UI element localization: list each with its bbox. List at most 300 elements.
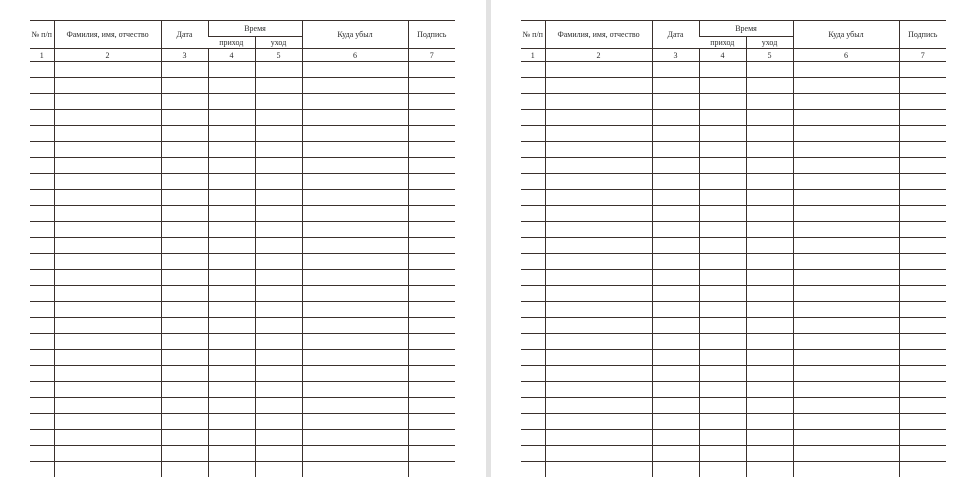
entry-cell <box>899 222 946 238</box>
entry-cell <box>208 126 255 142</box>
entry-cell <box>899 366 946 382</box>
entry-cell <box>899 190 946 206</box>
entry-cell <box>30 94 54 110</box>
entry-cell <box>54 238 161 254</box>
entry-cell <box>746 126 793 142</box>
entry-cell <box>793 398 899 414</box>
entry-cell <box>652 62 699 78</box>
column-number: 7 <box>408 49 455 62</box>
entry-cell <box>793 142 899 158</box>
entry-cell <box>652 462 699 477</box>
entry-cell <box>652 190 699 206</box>
header-arrival: приход <box>208 37 255 49</box>
entry-cell <box>302 62 408 78</box>
entry-cell <box>652 94 699 110</box>
entry-cell <box>521 334 545 350</box>
entry-row <box>30 462 455 477</box>
entry-cell <box>408 78 455 94</box>
entry-cell <box>161 318 208 334</box>
entry-cell <box>521 174 545 190</box>
entry-cell <box>699 206 746 222</box>
entry-cell <box>652 238 699 254</box>
entry-cell <box>746 318 793 334</box>
entry-cell <box>545 238 652 254</box>
entry-cell <box>899 398 946 414</box>
entry-cell <box>408 158 455 174</box>
entry-cell <box>746 462 793 477</box>
entry-cell <box>161 430 208 446</box>
entry-cell <box>521 254 545 270</box>
entry-cell <box>652 254 699 270</box>
entry-cell <box>54 126 161 142</box>
entry-cell <box>302 350 408 366</box>
entry-cell <box>521 110 545 126</box>
entry-cell <box>793 430 899 446</box>
entry-cell <box>746 158 793 174</box>
entry-row <box>30 238 455 254</box>
entry-cell <box>793 174 899 190</box>
entry-cell <box>545 350 652 366</box>
entry-cell <box>746 142 793 158</box>
entry-cell <box>408 318 455 334</box>
entry-cell <box>699 462 746 477</box>
entry-cell <box>545 414 652 430</box>
entry-cell <box>255 126 302 142</box>
entry-cell <box>30 126 54 142</box>
entry-cell <box>255 190 302 206</box>
entry-cell <box>302 238 408 254</box>
entry-cell <box>746 350 793 366</box>
entry-cell <box>408 126 455 142</box>
header-destination: Куда убыл <box>302 21 408 49</box>
column-number: 2 <box>54 49 161 62</box>
entry-cell <box>255 430 302 446</box>
entry-cell <box>208 190 255 206</box>
entry-cell <box>746 78 793 94</box>
entry-cell <box>255 286 302 302</box>
entry-cell <box>302 318 408 334</box>
entry-cell <box>699 94 746 110</box>
entry-cell <box>54 254 161 270</box>
entry-row <box>521 190 946 206</box>
entry-cell <box>208 270 255 286</box>
entry-cell <box>652 334 699 350</box>
entry-cell <box>545 318 652 334</box>
entry-cell <box>161 174 208 190</box>
entry-cell <box>30 462 54 477</box>
entry-cell <box>302 78 408 94</box>
entry-cell <box>161 382 208 398</box>
header-time: Время <box>699 21 793 37</box>
entry-cell <box>30 238 54 254</box>
entry-cell <box>545 142 652 158</box>
entry-cell <box>161 110 208 126</box>
entry-cell <box>652 270 699 286</box>
entry-cell <box>302 382 408 398</box>
entry-cell <box>545 366 652 382</box>
entry-cell <box>699 318 746 334</box>
entry-cell <box>699 126 746 142</box>
entry-cell <box>699 286 746 302</box>
entry-row <box>521 302 946 318</box>
entry-cell <box>161 238 208 254</box>
entry-cell <box>30 318 54 334</box>
entry-cell <box>161 158 208 174</box>
entry-cell <box>408 254 455 270</box>
entry-cell <box>899 78 946 94</box>
entry-row <box>521 142 946 158</box>
entry-cell <box>521 286 545 302</box>
entry-cell <box>408 190 455 206</box>
entry-row <box>30 126 455 142</box>
entry-row <box>521 382 946 398</box>
entry-cell <box>699 414 746 430</box>
entry-cell <box>699 446 746 462</box>
entry-cell <box>255 222 302 238</box>
entry-cell <box>255 366 302 382</box>
entry-row <box>521 254 946 270</box>
entry-cell <box>54 270 161 286</box>
entry-cell <box>408 446 455 462</box>
entry-cell <box>699 238 746 254</box>
entry-row <box>521 206 946 222</box>
entry-cell <box>30 270 54 286</box>
entry-cell <box>30 222 54 238</box>
header-signature: Подпись <box>899 21 946 49</box>
entry-cell <box>161 254 208 270</box>
entry-cell <box>408 302 455 318</box>
entry-cell <box>255 302 302 318</box>
entry-cell <box>793 350 899 366</box>
entry-cell <box>699 62 746 78</box>
entry-cell <box>302 334 408 350</box>
entry-cell <box>161 270 208 286</box>
entry-cell <box>545 174 652 190</box>
header-destination: Куда убыл <box>793 21 899 49</box>
entry-cell <box>208 62 255 78</box>
entry-row <box>521 318 946 334</box>
entry-cell <box>208 158 255 174</box>
entry-cell <box>652 126 699 142</box>
entry-cell <box>408 366 455 382</box>
entry-cell <box>746 110 793 126</box>
entry-cell <box>255 174 302 190</box>
entry-cell <box>54 302 161 318</box>
entry-cell <box>899 206 946 222</box>
entry-cell <box>521 270 545 286</box>
entry-row <box>521 430 946 446</box>
entry-cell <box>746 366 793 382</box>
entry-cell <box>545 190 652 206</box>
entry-cell <box>255 462 302 477</box>
entry-cell <box>793 270 899 286</box>
entry-cell <box>54 286 161 302</box>
entry-cell <box>746 286 793 302</box>
entry-row <box>30 190 455 206</box>
entry-row <box>521 94 946 110</box>
entry-row <box>30 158 455 174</box>
entry-cell <box>408 462 455 477</box>
entry-cell <box>408 62 455 78</box>
entry-cell <box>793 62 899 78</box>
entry-cell <box>899 126 946 142</box>
entry-cell <box>746 254 793 270</box>
entry-cell <box>793 334 899 350</box>
entry-cell <box>30 110 54 126</box>
entry-cell <box>54 334 161 350</box>
entry-row <box>521 222 946 238</box>
entry-cell <box>255 446 302 462</box>
entry-cell <box>255 158 302 174</box>
entry-cell <box>899 430 946 446</box>
entry-row <box>30 94 455 110</box>
entry-cell <box>255 78 302 94</box>
entry-cell <box>302 446 408 462</box>
entry-cell <box>302 366 408 382</box>
entry-cell <box>54 350 161 366</box>
entry-cell <box>161 94 208 110</box>
entry-cell <box>545 302 652 318</box>
entry-cell <box>208 302 255 318</box>
entry-cell <box>699 382 746 398</box>
entry-cell <box>521 222 545 238</box>
header-arrival: приход <box>699 37 746 49</box>
entry-cell <box>521 446 545 462</box>
entry-cell <box>652 302 699 318</box>
entry-cell <box>545 78 652 94</box>
entry-cell <box>54 94 161 110</box>
entry-cell <box>30 334 54 350</box>
entry-cell <box>545 462 652 477</box>
entry-cell <box>652 286 699 302</box>
column-number: 4 <box>208 49 255 62</box>
entry-cell <box>30 78 54 94</box>
entry-cell <box>255 334 302 350</box>
entry-cell <box>545 254 652 270</box>
entry-cell <box>54 78 161 94</box>
entry-cell <box>408 382 455 398</box>
entry-cell <box>302 270 408 286</box>
entry-cell <box>521 238 545 254</box>
entry-cell <box>899 318 946 334</box>
entry-cell <box>545 94 652 110</box>
entry-cell <box>30 302 54 318</box>
entry-cell <box>302 158 408 174</box>
entry-cell <box>899 302 946 318</box>
entry-cell <box>793 462 899 477</box>
entry-cell <box>255 254 302 270</box>
entry-cell <box>302 398 408 414</box>
entry-cell <box>161 190 208 206</box>
entry-cell <box>746 446 793 462</box>
entry-row <box>30 414 455 430</box>
entry-cell <box>302 414 408 430</box>
entry-cell <box>521 78 545 94</box>
entry-cell <box>793 94 899 110</box>
entry-cell <box>302 430 408 446</box>
entry-cell <box>302 302 408 318</box>
column-number: 1 <box>521 49 545 62</box>
entry-cell <box>54 190 161 206</box>
column-number: 1 <box>30 49 54 62</box>
entry-cell <box>793 302 899 318</box>
entry-cell <box>54 110 161 126</box>
right-page <box>491 0 977 477</box>
entry-cell <box>521 302 545 318</box>
entry-cell <box>54 430 161 446</box>
entry-cell <box>899 462 946 477</box>
entry-cell <box>899 350 946 366</box>
entry-cell <box>408 238 455 254</box>
entry-cell <box>793 366 899 382</box>
entry-cell <box>255 398 302 414</box>
entry-cell <box>746 270 793 286</box>
entry-cell <box>161 78 208 94</box>
entry-cell <box>699 334 746 350</box>
entry-row <box>521 270 946 286</box>
entry-cell <box>899 254 946 270</box>
entry-row <box>521 238 946 254</box>
entry-cell <box>545 110 652 126</box>
entry-cell <box>208 78 255 94</box>
entry-cell <box>699 302 746 318</box>
entry-cell <box>408 206 455 222</box>
entry-row <box>30 398 455 414</box>
entry-cell <box>793 318 899 334</box>
entry-cell <box>899 382 946 398</box>
entry-cell <box>793 446 899 462</box>
entry-cell <box>521 126 545 142</box>
entry-cell <box>302 126 408 142</box>
entry-cell <box>545 446 652 462</box>
entry-cell <box>302 254 408 270</box>
entry-row <box>521 446 946 462</box>
entry-cell <box>408 270 455 286</box>
entry-row <box>30 206 455 222</box>
entry-cell <box>408 398 455 414</box>
entry-cell <box>30 286 54 302</box>
entry-cell <box>161 62 208 78</box>
entry-cell <box>699 78 746 94</box>
entry-row <box>30 62 455 78</box>
entry-cell <box>793 110 899 126</box>
entry-row <box>521 174 946 190</box>
entry-row <box>521 366 946 382</box>
entry-cell <box>30 174 54 190</box>
entry-cell <box>545 334 652 350</box>
entry-cell <box>161 366 208 382</box>
entry-cell <box>408 142 455 158</box>
entry-cell <box>699 254 746 270</box>
entry-cell <box>408 350 455 366</box>
entry-cell <box>30 366 54 382</box>
entry-cell <box>545 222 652 238</box>
column-numbers-row <box>521 49 946 62</box>
entry-cell <box>652 158 699 174</box>
entry-cell <box>699 350 746 366</box>
entry-cell <box>54 62 161 78</box>
entry-cell <box>302 110 408 126</box>
entry-cell <box>30 350 54 366</box>
entry-cell <box>521 366 545 382</box>
entry-cell <box>408 174 455 190</box>
entry-row <box>30 174 455 190</box>
entry-cell <box>208 174 255 190</box>
entry-cell <box>302 142 408 158</box>
entry-cell <box>746 382 793 398</box>
entry-cell <box>208 110 255 126</box>
entry-cell <box>545 270 652 286</box>
entry-cell <box>255 142 302 158</box>
entry-cell <box>54 462 161 477</box>
header-date: Дата <box>161 21 208 49</box>
column-number: 7 <box>899 49 946 62</box>
entry-cell <box>793 190 899 206</box>
entry-cell <box>899 286 946 302</box>
entry-cell <box>793 414 899 430</box>
entry-cell <box>208 462 255 477</box>
entry-cell <box>652 382 699 398</box>
entry-cell <box>652 318 699 334</box>
entry-cell <box>521 462 545 477</box>
entry-cell <box>408 334 455 350</box>
header-full-name: Фамилия, имя, отчество <box>545 21 652 49</box>
entry-cell <box>302 286 408 302</box>
entry-cell <box>699 110 746 126</box>
entry-cell <box>521 94 545 110</box>
entry-cell <box>521 190 545 206</box>
entry-cell <box>652 206 699 222</box>
entry-cell <box>699 142 746 158</box>
entry-row <box>30 382 455 398</box>
entry-cell <box>208 334 255 350</box>
entry-cell <box>699 366 746 382</box>
entry-cell <box>652 78 699 94</box>
entry-cell <box>652 414 699 430</box>
column-number: 4 <box>699 49 746 62</box>
entry-cell <box>746 174 793 190</box>
entry-cell <box>161 142 208 158</box>
entry-cell <box>302 174 408 190</box>
entry-cell <box>208 238 255 254</box>
entry-cell <box>652 398 699 414</box>
entry-cell <box>699 190 746 206</box>
entry-cell <box>161 414 208 430</box>
entry-row <box>30 350 455 366</box>
entry-cell <box>30 398 54 414</box>
entry-cell <box>899 142 946 158</box>
entry-cell <box>161 302 208 318</box>
entry-cell <box>408 414 455 430</box>
column-numbers-row <box>30 49 455 62</box>
entry-cell <box>255 94 302 110</box>
entry-cell <box>255 318 302 334</box>
entry-cell <box>54 206 161 222</box>
column-number: 3 <box>161 49 208 62</box>
entry-cell <box>208 286 255 302</box>
header-departure: уход <box>746 37 793 49</box>
entry-cell <box>746 238 793 254</box>
entry-cell <box>652 142 699 158</box>
entry-cell <box>521 382 545 398</box>
entry-cell <box>899 446 946 462</box>
entry-cell <box>899 174 946 190</box>
entry-cell <box>746 62 793 78</box>
entry-cell <box>161 446 208 462</box>
entry-row <box>30 110 455 126</box>
entry-cell <box>54 382 161 398</box>
column-number: 6 <box>793 49 899 62</box>
